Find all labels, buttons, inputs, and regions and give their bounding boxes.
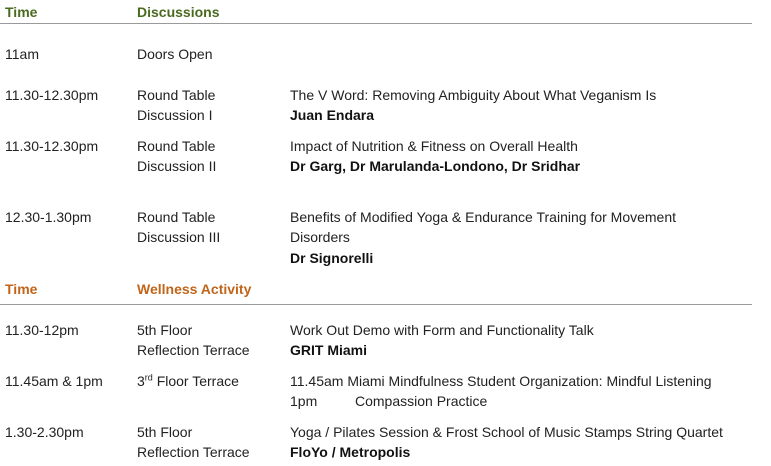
row-time: 12.30-1.30pm bbox=[5, 209, 92, 225]
session-title: The V Word: Removing Ambiguity About What Veganism Is bbox=[290, 87, 657, 103]
row-time: 1.30-2.30pm bbox=[5, 424, 84, 440]
activity-host: FloYo / Metropolis bbox=[290, 444, 411, 460]
activity-title: Work Out Demo with Form and Functionality Talk bbox=[290, 322, 594, 338]
row-venue: Doors Open bbox=[137, 46, 213, 62]
activity-subtime: 1pm bbox=[290, 393, 318, 409]
session-speaker: Dr Signorelli bbox=[290, 250, 374, 266]
session-title: Benefits of Modified Yoga & Endurance Training for Movement bbox=[290, 209, 677, 225]
row-time: 11.30-12.30pm bbox=[5, 138, 99, 154]
row-venue: Discussion II bbox=[137, 158, 217, 174]
row-venue: Round Table bbox=[137, 138, 216, 154]
row-time: 11.30-12pm bbox=[5, 322, 79, 338]
activity-title: 11.45am Miami Mindfulness Student Organization: Mindful Listening bbox=[290, 373, 712, 389]
row-venue: Discussion I bbox=[137, 107, 213, 123]
discussions-header: Discussions bbox=[137, 4, 220, 20]
wellness-activity-header: Wellness Activity bbox=[137, 281, 252, 297]
session-title: Impact of Nutrition & Fitness on Overall Health bbox=[290, 138, 578, 154]
floor-ordinal: rd bbox=[144, 372, 153, 383]
divider bbox=[0, 304, 752, 305]
floor-rest: Floor Terrace bbox=[152, 373, 239, 389]
session-speaker: Juan Endara bbox=[290, 107, 375, 123]
row-venue: 5th Floor bbox=[137, 322, 193, 338]
activity-subtitle: Compassion Practice bbox=[355, 393, 488, 409]
row-venue bbox=[137, 371, 239, 391]
activity-title: Yoga / Pilates Session & Frost School of Music Stamps String Quartet bbox=[290, 424, 723, 440]
row-venue: Round Table bbox=[137, 87, 216, 103]
divider bbox=[0, 23, 752, 24]
row-venue: Reflection Terrace bbox=[137, 342, 250, 358]
row-time: 11am bbox=[5, 46, 39, 62]
session-speaker: Dr Garg, Dr Marulanda-Londono, Dr Sridhar bbox=[290, 158, 581, 174]
row-venue: Discussion III bbox=[137, 229, 221, 245]
activity-host: GRIT Miami bbox=[290, 342, 368, 358]
row-venue: Reflection Terrace bbox=[137, 444, 250, 460]
discussions-time-header: Time bbox=[5, 4, 38, 20]
session-title: Disorders bbox=[290, 229, 350, 245]
row-time: 11.45am & 1pm bbox=[5, 373, 103, 389]
row-venue: 5th Floor bbox=[137, 424, 193, 440]
row-time: 11.30-12.30pm bbox=[5, 87, 99, 103]
row-venue: Round Table bbox=[137, 209, 216, 225]
floor-number: 3 bbox=[137, 373, 145, 389]
wellness-time-header: Time bbox=[5, 281, 38, 297]
